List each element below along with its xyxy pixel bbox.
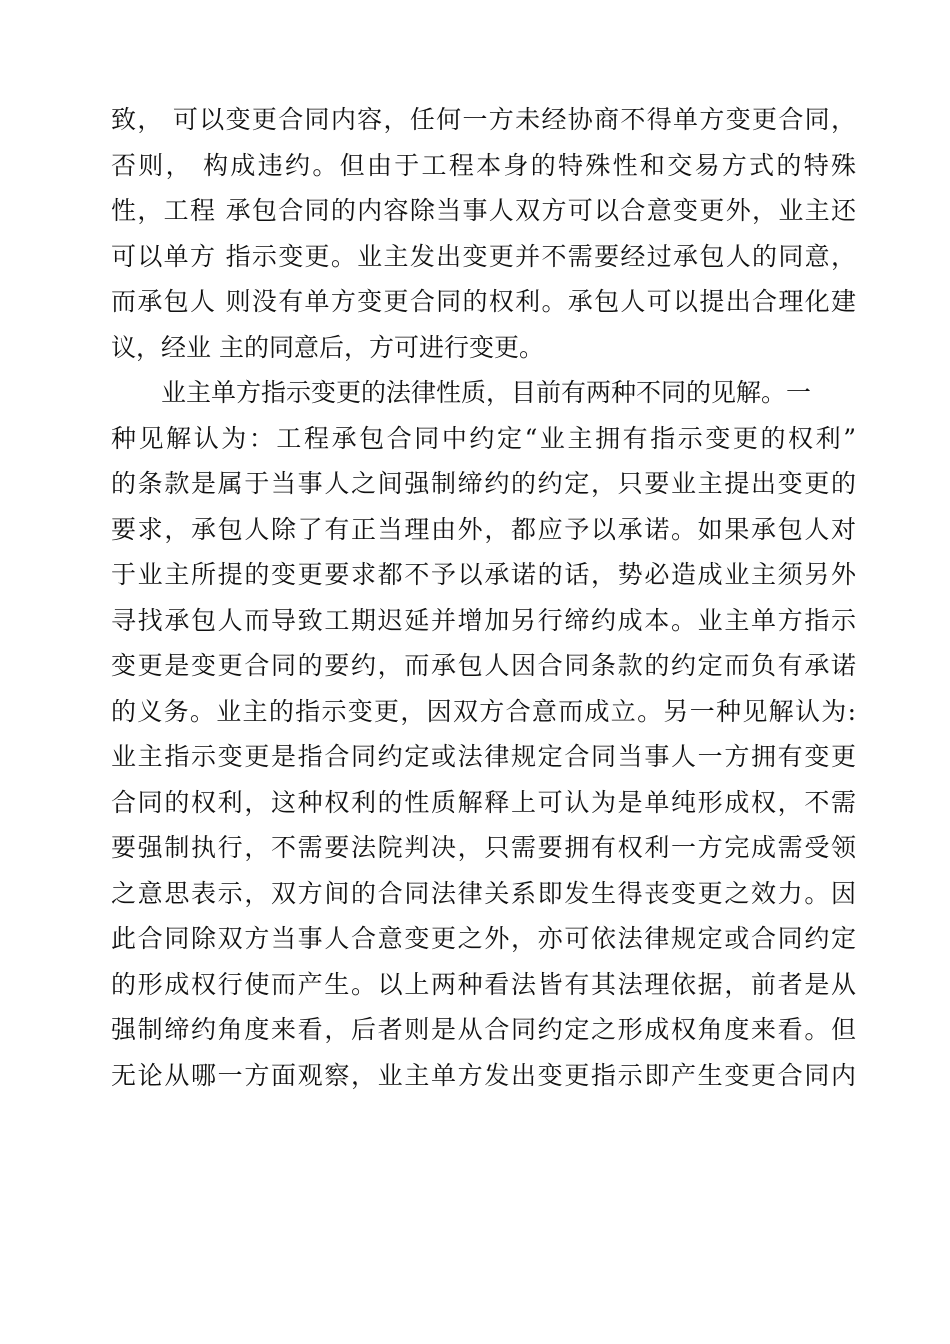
text-line: 要求，承包人除了有正当理由外，都应予以承诺。如果承包人对 (111, 514, 856, 544)
text-line: 要强制执行，不需要法院判决，只需要拥有权利一方完成需受领 (111, 833, 856, 862)
text-line: 议，经业 主的同意后，方可进行变更。 (111, 332, 544, 362)
text-line: 而承包人 则没有单方变更合同的权利。承包人可以提出合理化建 (111, 287, 856, 316)
text-line: 的形成权行使而产生。以上两种看法皆有其法理依据，前者是从 (111, 969, 856, 999)
text-line: 种见解认为：工程承包合同中约定“业主拥有指示变更的权利” (111, 423, 856, 453)
text-line: 强制缔约角度来看，后者则是从合同约定之形成权角度来看。但 (111, 1015, 856, 1044)
text-line: 合同的权利，这种权利的性质解释上可认为是单纯形成权，不需 (111, 787, 856, 817)
text-line: 业主单方指示变更的法律性质，目前有两种不同的见解。一 (111, 378, 812, 407)
text-line: 于业主所提的变更要求都不予以承诺的话，势必造成业主须另外 (111, 560, 856, 589)
text-line: 的义务。业主的指示变更，因双方合意而成立。另一种见解认为: (111, 696, 856, 726)
text-line: 无论从哪一方面观察，业主单方发出变更指示即产生变更合同内 (111, 1060, 856, 1090)
text-line: 业主指示变更是指合同约定或法律规定合同当事人一方拥有变更 (111, 742, 856, 771)
text-line: 致， 可以变更合同内容，任何一方未经协商不得单方变更合同， (111, 105, 856, 134)
text-line: 寻找承包人而导致工期迟延并增加另行缔约成本。业主单方指示 (111, 605, 856, 635)
text-line: 否则， 构成违约。但由于工程本身的特殊性和交易方式的特殊 (111, 150, 856, 180)
body-text (111, 97, 856, 1098)
text-line: 的条款是属于当事人之间强制缔约的约定，只要业主提出变更的 (111, 469, 856, 498)
text-line: 性，工程 承包合同的内容除当事人双方可以合意变更外，业主还 (111, 196, 856, 225)
text-line: 变更是变更合同的要约，而承包人因合同条款的约定而负有承诺 (111, 651, 856, 680)
text-line: 之意思表示，双方间的合同法律关系即发生得丧变更之效力。因 (111, 878, 856, 908)
text-line: 可以单方 指示变更。业主发出变更并不需要经过承包人的同意， (111, 241, 856, 271)
text-line: 此合同除双方当事人合意变更之外，亦可依法律规定或合同约定 (111, 924, 856, 953)
